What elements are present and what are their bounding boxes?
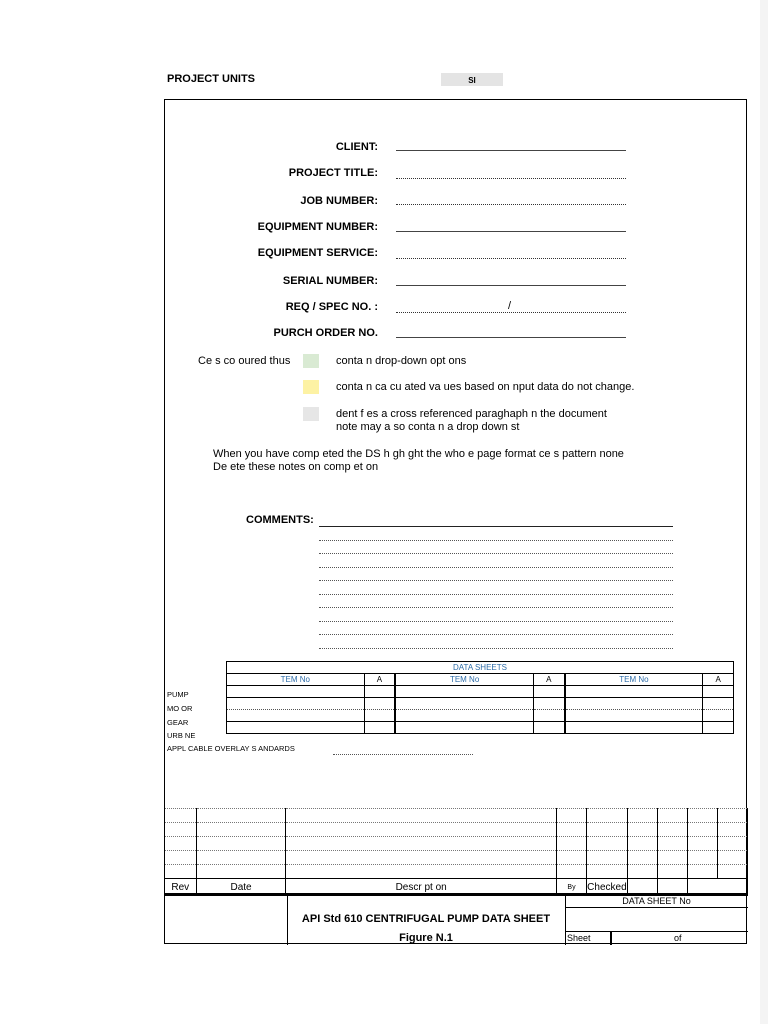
project-units-select[interactable]: SI [441, 73, 503, 86]
description-cell[interactable] [286, 823, 556, 837]
table-cell[interactable] [703, 698, 734, 710]
comments-line[interactable] [319, 621, 673, 622]
title-block-divider [610, 931, 612, 945]
checked-cell[interactable] [587, 865, 627, 879]
table-cell[interactable] [395, 686, 533, 698]
extra-cell[interactable] [657, 809, 687, 823]
extra-cell[interactable] [717, 809, 747, 823]
grey-swatch [303, 407, 319, 421]
document-title: API Std 610 CENTRIFUGAL PUMP DATA SHEET [301, 913, 551, 925]
equipment-service-field[interactable] [396, 258, 626, 259]
checked-column-header: Checked [587, 879, 627, 896]
table-cell[interactable] [533, 686, 564, 698]
checked-cell[interactable] [587, 823, 627, 837]
extra-cell[interactable] [627, 865, 657, 879]
rev-cell[interactable] [165, 809, 197, 823]
description-cell[interactable] [286, 865, 556, 879]
job-number-field[interactable] [396, 204, 626, 205]
table-cell[interactable] [565, 698, 703, 710]
job-number-label: JOB NUMBER: [300, 195, 378, 207]
data-sheet-no-label: DATA SHEET No [622, 896, 691, 906]
rev-header: A [703, 674, 734, 686]
rev-cell[interactable] [165, 865, 197, 879]
revision-table [164, 808, 748, 896]
by-column-header: By [556, 879, 586, 896]
instructions-line-1: When you have comp eted the DS h gh ght the who e page format ce s pattern none [213, 448, 624, 460]
green-swatch [303, 354, 319, 368]
client-label: CLIENT: [335, 141, 378, 153]
extra-cell[interactable] [687, 851, 717, 865]
legend-calculated-text: conta n ca cu ated va ues based on nput data do not change. [336, 381, 635, 393]
comments-line[interactable] [319, 553, 673, 554]
legend-dropdown-text: conta n drop-down opt ons [336, 355, 467, 367]
table-cell[interactable] [227, 698, 365, 710]
extra-cell[interactable] [717, 851, 747, 865]
table-cell[interactable] [703, 686, 734, 698]
date-cell[interactable] [196, 865, 286, 879]
description-cell[interactable] [286, 851, 556, 865]
figure-label: Figure N.1 [399, 932, 453, 944]
description-column-header: Descr pt on [286, 879, 556, 896]
legend-intro: Ce s co oured thus [198, 355, 291, 367]
table-cell[interactable] [565, 710, 703, 722]
instructions-line-2: De ete these notes on comp et on [213, 461, 379, 473]
project-title-field[interactable] [396, 178, 626, 179]
by-cell[interactable] [556, 837, 586, 851]
equipment-number-field[interactable] [396, 231, 626, 232]
sheet-label: Sheet [567, 933, 591, 943]
purch-order-label: PURCH ORDER NO. [273, 327, 378, 339]
date-cell[interactable] [196, 851, 286, 865]
rev-header: A [533, 674, 564, 686]
row-label-pump: PUMP [167, 690, 189, 699]
rev-cell[interactable] [165, 837, 197, 851]
date-column-header: Date [196, 879, 286, 896]
checked-cell[interactable] [587, 851, 627, 865]
rev-header: A [364, 674, 395, 686]
table-cell[interactable] [227, 722, 365, 734]
comments-line[interactable] [319, 607, 673, 608]
comments-line[interactable] [319, 634, 673, 635]
extra-cell[interactable] [627, 823, 657, 837]
legend-crossref-text-2: note may a so conta n a drop down st [336, 421, 520, 433]
by-cell[interactable] [556, 823, 586, 837]
date-cell[interactable] [196, 823, 286, 837]
equipment-service-label: EQUIPMENT SERVICE: [257, 247, 378, 259]
table-cell[interactable] [364, 722, 395, 734]
rev-cell[interactable] [165, 851, 197, 865]
project-units-label: PROJECT UNITS [167, 73, 256, 85]
checked-cell[interactable] [587, 837, 627, 851]
rev-column-header: Rev [165, 879, 197, 896]
title-block-divider [565, 907, 748, 908]
by-cell[interactable] [556, 851, 586, 865]
extra-cell[interactable] [627, 851, 657, 865]
date-cell[interactable] [196, 809, 286, 823]
by-cell[interactable] [556, 809, 586, 823]
comments-label: COMMENTS: [246, 514, 314, 526]
table-cell[interactable] [565, 722, 703, 734]
date-cell[interactable] [196, 837, 286, 851]
table-cell[interactable] [565, 686, 703, 698]
table-cell[interactable] [533, 698, 564, 710]
checked-cell[interactable] [587, 809, 627, 823]
table-cell[interactable] [533, 722, 564, 734]
title-block-divider [565, 931, 748, 932]
comments-line[interactable] [319, 540, 673, 541]
purch-order-field[interactable] [396, 337, 626, 338]
row-label-motor: MO OR [167, 704, 193, 713]
rev-cell[interactable] [165, 823, 197, 837]
item-no-header: TEM No [227, 674, 365, 686]
extra-cell[interactable] [627, 809, 657, 823]
table-cell[interactable] [364, 698, 395, 710]
extra-cell[interactable] [627, 837, 657, 851]
extra-cell[interactable] [717, 823, 747, 837]
extra-cell[interactable] [657, 837, 687, 851]
extra-cell[interactable] [717, 865, 747, 879]
comments-line[interactable] [319, 648, 673, 649]
row-label-gear: GEAR [167, 718, 189, 727]
extra-cell[interactable] [687, 837, 717, 851]
item-no-header: TEM No [395, 674, 533, 686]
by-cell[interactable] [556, 865, 586, 879]
extra-cell[interactable] [657, 823, 687, 837]
table-cell[interactable] [364, 710, 395, 722]
equipment-number-label: EQUIPMENT NUMBER: [257, 221, 378, 233]
row-label-turbine: URB NE [167, 731, 196, 740]
project-title-label: PROJECT TITLE: [288, 167, 378, 179]
client-field[interactable] [396, 150, 626, 151]
data-sheets-title: DATA SHEETS [227, 662, 734, 674]
req-spec-separator: / [508, 300, 512, 312]
comments-line[interactable] [319, 594, 673, 595]
serial-number-label: SERIAL NUMBER: [282, 275, 378, 287]
table-cell[interactable] [703, 710, 734, 722]
data-sheets-table [226, 661, 734, 734]
extra-cell[interactable] [657, 851, 687, 865]
req-spec-label: REQ / SPEC NO. : [285, 301, 378, 313]
req-spec-field[interactable] [396, 312, 626, 313]
table-cell[interactable] [395, 710, 533, 722]
table-cell[interactable] [227, 686, 365, 698]
table-cell[interactable] [364, 686, 395, 698]
extra-cell[interactable] [687, 823, 717, 837]
table-cell[interactable] [395, 698, 533, 710]
extra-cell[interactable] [687, 865, 717, 879]
description-cell[interactable] [286, 837, 556, 851]
item-no-header: TEM No [565, 674, 703, 686]
extra-cell[interactable] [687, 809, 717, 823]
of-label: of [674, 933, 682, 943]
table-cell[interactable] [533, 710, 564, 722]
table-cell[interactable] [227, 710, 365, 722]
serial-number-field[interactable] [396, 285, 626, 286]
extra-cell[interactable] [657, 865, 687, 879]
overlay-standards-field[interactable] [333, 754, 473, 755]
table-cell[interactable] [395, 722, 533, 734]
extra-cell[interactable] [717, 837, 747, 851]
table-cell[interactable] [703, 722, 734, 734]
yellow-swatch [303, 380, 319, 394]
comments-line[interactable] [319, 567, 673, 568]
comments-line[interactable] [319, 526, 673, 527]
overlay-standards-label: APPL CABLE OVERLAY S ANDARDS [167, 744, 295, 753]
legend-crossref-text: dent f es a cross referenced paraghaph n the document [336, 408, 607, 420]
comments-line[interactable] [319, 580, 673, 581]
description-cell[interactable] [286, 809, 556, 823]
